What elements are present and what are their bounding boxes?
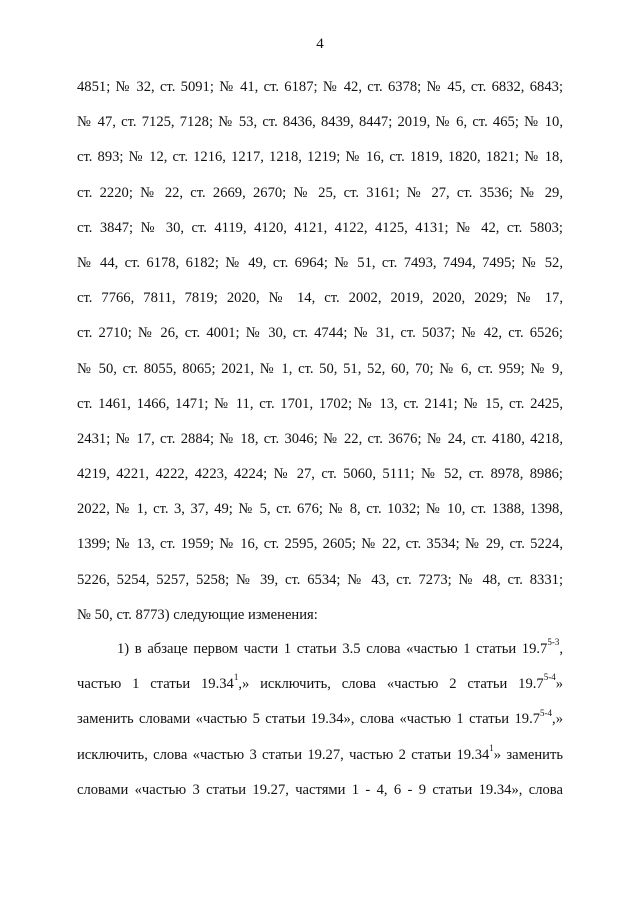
text-run: ,: [559, 641, 563, 657]
text-line: 2022, № 1, ст. 3, 37, 49; № 5, ст. 676; № 8, ст. 1032; № 10, ст. 1388, 1398,: [77, 501, 563, 518]
text-line: ст. 893; № 12, ст. 1216, 1217, 1218, 1219; № 16, ст. 1819, 1820, 1821; № 18,: [77, 149, 563, 166]
text-line: [77, 702, 563, 737]
text-line: № 47, ст. 7125, 7128; № 53, ст. 8436, 8439, 8447; 2019, № 6, ст. 465; № 10,: [77, 114, 563, 131]
text-line: 5226, 5254, 5257, 5258; № 39, ст. 6534; № 43, ст. 7273; № 48, ст. 8331;: [77, 571, 563, 588]
text-run: 1) в абзаце первом части 1 статьи 3.5 слова «частью 1 статьи 19.7: [117, 641, 548, 657]
continuation-paragraph: [77, 70, 563, 633]
text-run: ,»: [552, 711, 563, 728]
text-line: 1399; № 13, ст. 1959; № 16, ст. 2595, 2605; № 22, ст. 3534; № 29, ст. 5224,: [77, 536, 563, 553]
text-run: заменить словами «частью 5 статьи 19.34», слова «частью 1 статьи 19.7: [77, 711, 541, 728]
text-line: ст. 1461, 1466, 1471; № 11, ст. 1701, 1702; № 13, ст. 2141; № 15, ст. 2425,: [77, 395, 563, 412]
superscript: 5-3: [547, 637, 560, 648]
text-run: частью 1 статьи 19.34: [77, 676, 234, 693]
text-line: [77, 667, 563, 702]
text-line: № 50, ст. 8055, 8065; 2021, № 1, ст. 50, 51, 52, 60, 70; № 6, ст. 959; № 9,: [77, 360, 563, 377]
superscript: 5-4: [543, 672, 556, 683]
text-line: ст. 7766, 7811, 7819; 2020, № 14, ст. 2002, 2019, 2020, 2029; № 17,: [77, 290, 563, 307]
text-run: »: [555, 676, 563, 693]
text-run: » заменить: [493, 746, 563, 763]
text-line: ст. 2220; № 22, ст. 2669, 2670; № 25, ст. 3161; № 27, ст. 3536; № 29,: [77, 184, 563, 201]
superscript: 1: [489, 742, 494, 753]
text-line: словами «частью 3 статьи 19.27, частями 1 - 4, 6 - 9 статьи 19.34», слова: [77, 781, 563, 798]
superscript: 1: [233, 672, 239, 683]
amendment-paragraph-1: [77, 632, 563, 808]
page-number: 4: [316, 36, 324, 52]
text-line: ст. 3847; № 30, ст. 4119, 4120, 4121, 4122, 4125, 4131; № 42, ст. 5803;: [77, 219, 563, 236]
text-line: 4219, 4221, 4222, 4223, 4224; № 27, ст. 5060, 5111; № 52, ст. 8978, 8986;: [77, 466, 563, 483]
text-line: [77, 738, 563, 773]
text-run: исключить, слова «частью 3 статьи 19.27, частью 2 статьи 19.34: [77, 746, 490, 763]
text-line: № 50, ст. 8773) следующие изменения:: [77, 606, 318, 623]
text-line: № 44, ст. 6178, 6182; № 49, ст. 6964; № 51, ст. 7493, 7494, 7495; № 52,: [77, 254, 563, 271]
text-line: ст. 2710; № 26, ст. 4001; № 30, ст. 4744; № 31, ст. 5037; № 42, ст. 6526;: [77, 325, 563, 342]
text-line: 2431; № 17, ст. 2884; № 18, ст. 3046; № 22, ст. 3676; № 24, ст. 4180, 4218,: [77, 430, 563, 447]
text-run: ,» исключить, слова «частью 2 статьи 19.7: [238, 676, 544, 693]
text-line: 4851; № 32, ст. 5091; № 41, ст. 6187; № 42, ст. 6378; № 45, ст. 6832, 6843;: [77, 79, 563, 95]
superscript: 5-4: [540, 707, 553, 718]
text-line: [77, 632, 563, 667]
